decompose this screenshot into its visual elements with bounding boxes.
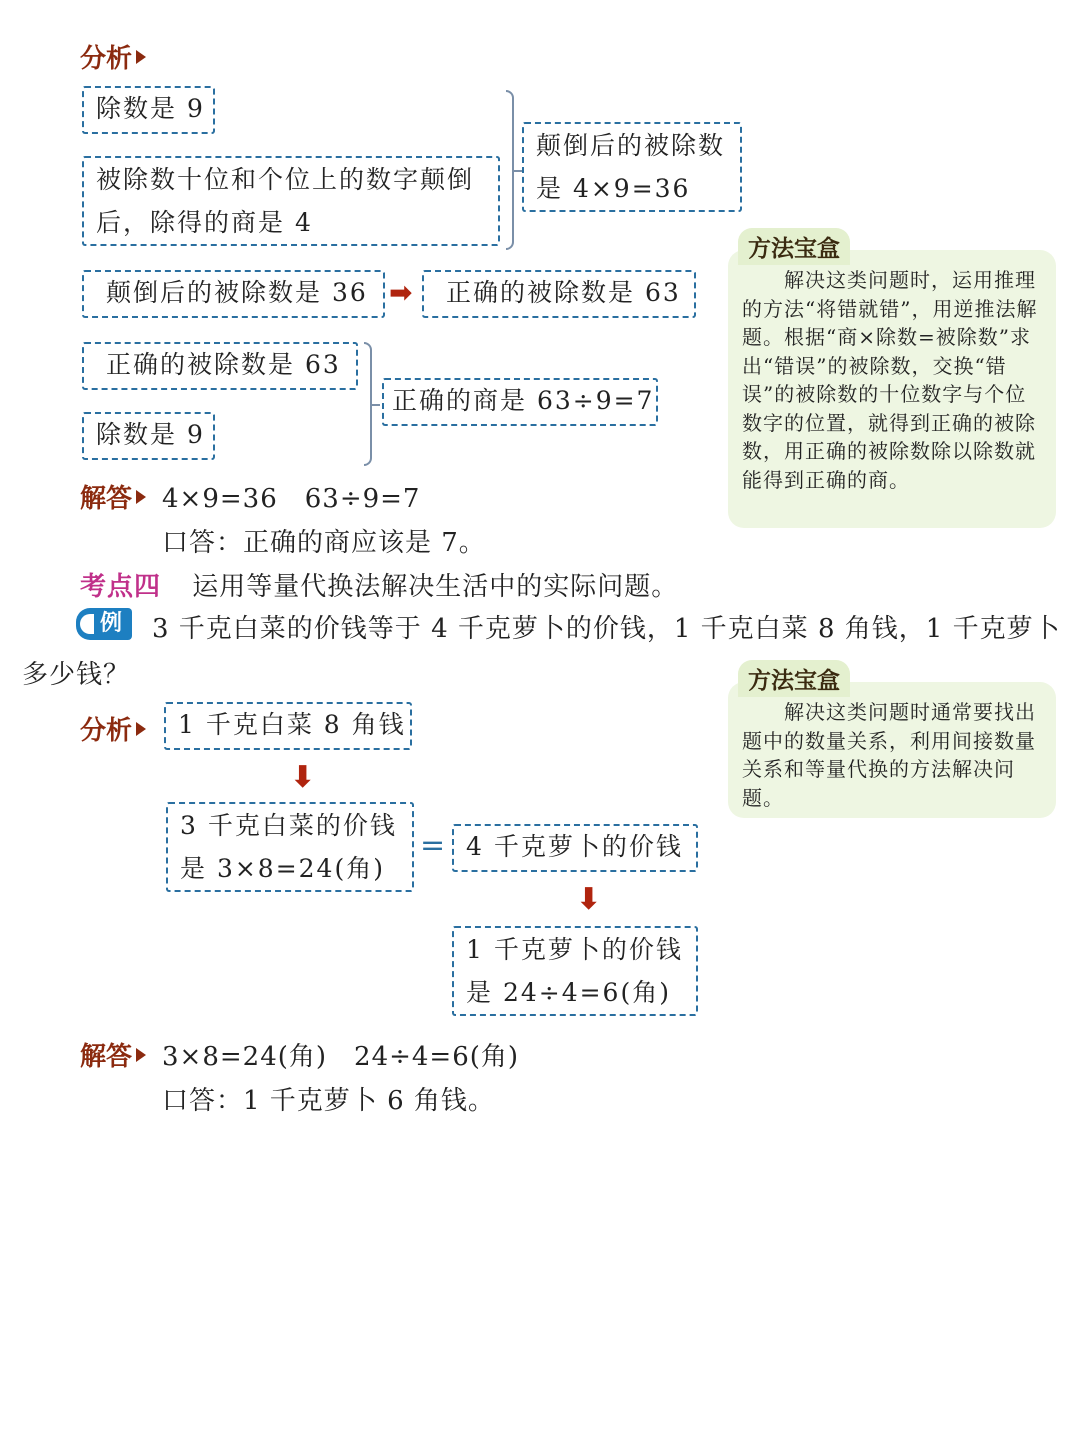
triangle-icon [136,722,146,736]
box-correct-dividend [422,270,696,318]
answer-text-1: 口答：正确的商应该是 7。 [162,528,486,558]
box-swapped-line1: 被除数十位和个位上的数字颠倒 [96,165,475,194]
method-box-2 [728,682,1056,818]
down-arrow-icon: ⬇ [576,882,602,917]
box-1kg-radish [452,926,698,1016]
box-correct-dividend-text: 正确的被除数是 63 [446,278,681,307]
point-four-label: 考点四 [80,572,162,602]
example-text-line2: 多少钱？ [22,660,131,690]
method-box-1-title: 方法宝盒 [738,228,850,265]
box-correct-quotient [382,378,658,426]
box-cabbage-price [164,702,412,750]
method-box-1-text: 解决这类问题时，运用推理的方法“将错就错”，用逆推法解题。根据“商×除数=被除数”求出“错误”的被除数，交换“错误”的被除数的十位数字与个位数字的位置，就得到正确的被除数，用正确的被除数除以除数就能得到正确的商。 [742,268,1038,492]
triangle-icon [136,1048,146,1062]
box-divisor-2 [82,412,215,460]
brace-2 [364,342,372,466]
answer-text-2: 口答：1 千克萝卜 6 角钱。 [162,1086,495,1116]
answer-label-1 [80,478,146,515]
analysis-label-2 [80,710,146,747]
brace-1 [506,90,514,250]
box-1kg-line2: 是 24÷4=6(角) [466,978,671,1007]
method-box-1 [728,250,1056,528]
answer-label-2 [80,1036,146,1073]
box-divisor-text: 除数是 9 [96,94,205,123]
triangle-icon [136,490,146,504]
box-wrong-dividend-text: 颠倒后的被除数是 36 [106,278,368,307]
box-3kg-line1: 3 千克白菜的价钱 [180,811,397,840]
box-swapped-quotient [82,156,500,246]
point-four-text: 运用等量代换法解决生活中的实际问题。 [192,572,679,602]
box-swapped-line2: 后，除得的商是 4 [96,208,313,237]
equals-sign: = [420,828,446,863]
point-four [80,566,678,603]
box-cabbage-price-text: 1 千克白菜 8 角钱 [178,710,406,739]
answer-label-1-text: 解答 [80,484,133,514]
down-arrow-icon: ⬇ [290,760,316,795]
box-swapped-dividend-result [522,122,742,212]
box-divisor [82,86,215,134]
box-4kg-radish [452,824,698,872]
answer-calc-2: 3×8=24(角) 24÷4=6(角) [162,1042,520,1072]
analysis-label-2-text: 分析 [80,716,133,746]
analysis-label-1 [80,38,146,75]
box-correct-dividend-2 [82,342,358,390]
box-3kg-line2: 是 3×8=24(角) [180,854,385,883]
right-arrow-icon: ➡ [389,276,413,309]
box-correct-dividend-2-text: 正确的被除数是 63 [106,350,341,379]
method-box-2-text: 解决这类问题时通常要找出题中的数量关系，利用间接数量关系和等量代换的方法解决问题。 [742,700,1036,810]
example-badge: 例 [76,608,132,640]
method-box-2-title: 方法宝盒 [738,660,850,697]
box-3kg-cabbage [166,802,414,892]
box-1kg-line1: 1 千克萝卜的价钱 [466,935,683,964]
box-divisor-2-text: 除数是 9 [96,420,205,449]
triangle-icon [136,50,146,64]
answer-calc-1: 4×9=36 63÷9=7 [162,484,421,514]
answer-label-2-text: 解答 [80,1042,133,1072]
analysis-label-1-text: 分析 [80,44,133,74]
box-wrong-dividend [82,270,385,318]
box-correct-quotient-text: 正确的商是 63÷9=7 [392,386,655,415]
box-result-line1: 颠倒后的被除数 [536,131,726,160]
box-4kg-text: 4 千克萝卜的价钱 [466,832,683,861]
example-text-line1: 3 千克白菜的价钱等于 4 千克萝卜的价钱，1 千克白菜 8 角钱，1 千克萝卜 [152,614,1061,644]
box-result-line2: 是 4×9=36 [536,174,691,203]
